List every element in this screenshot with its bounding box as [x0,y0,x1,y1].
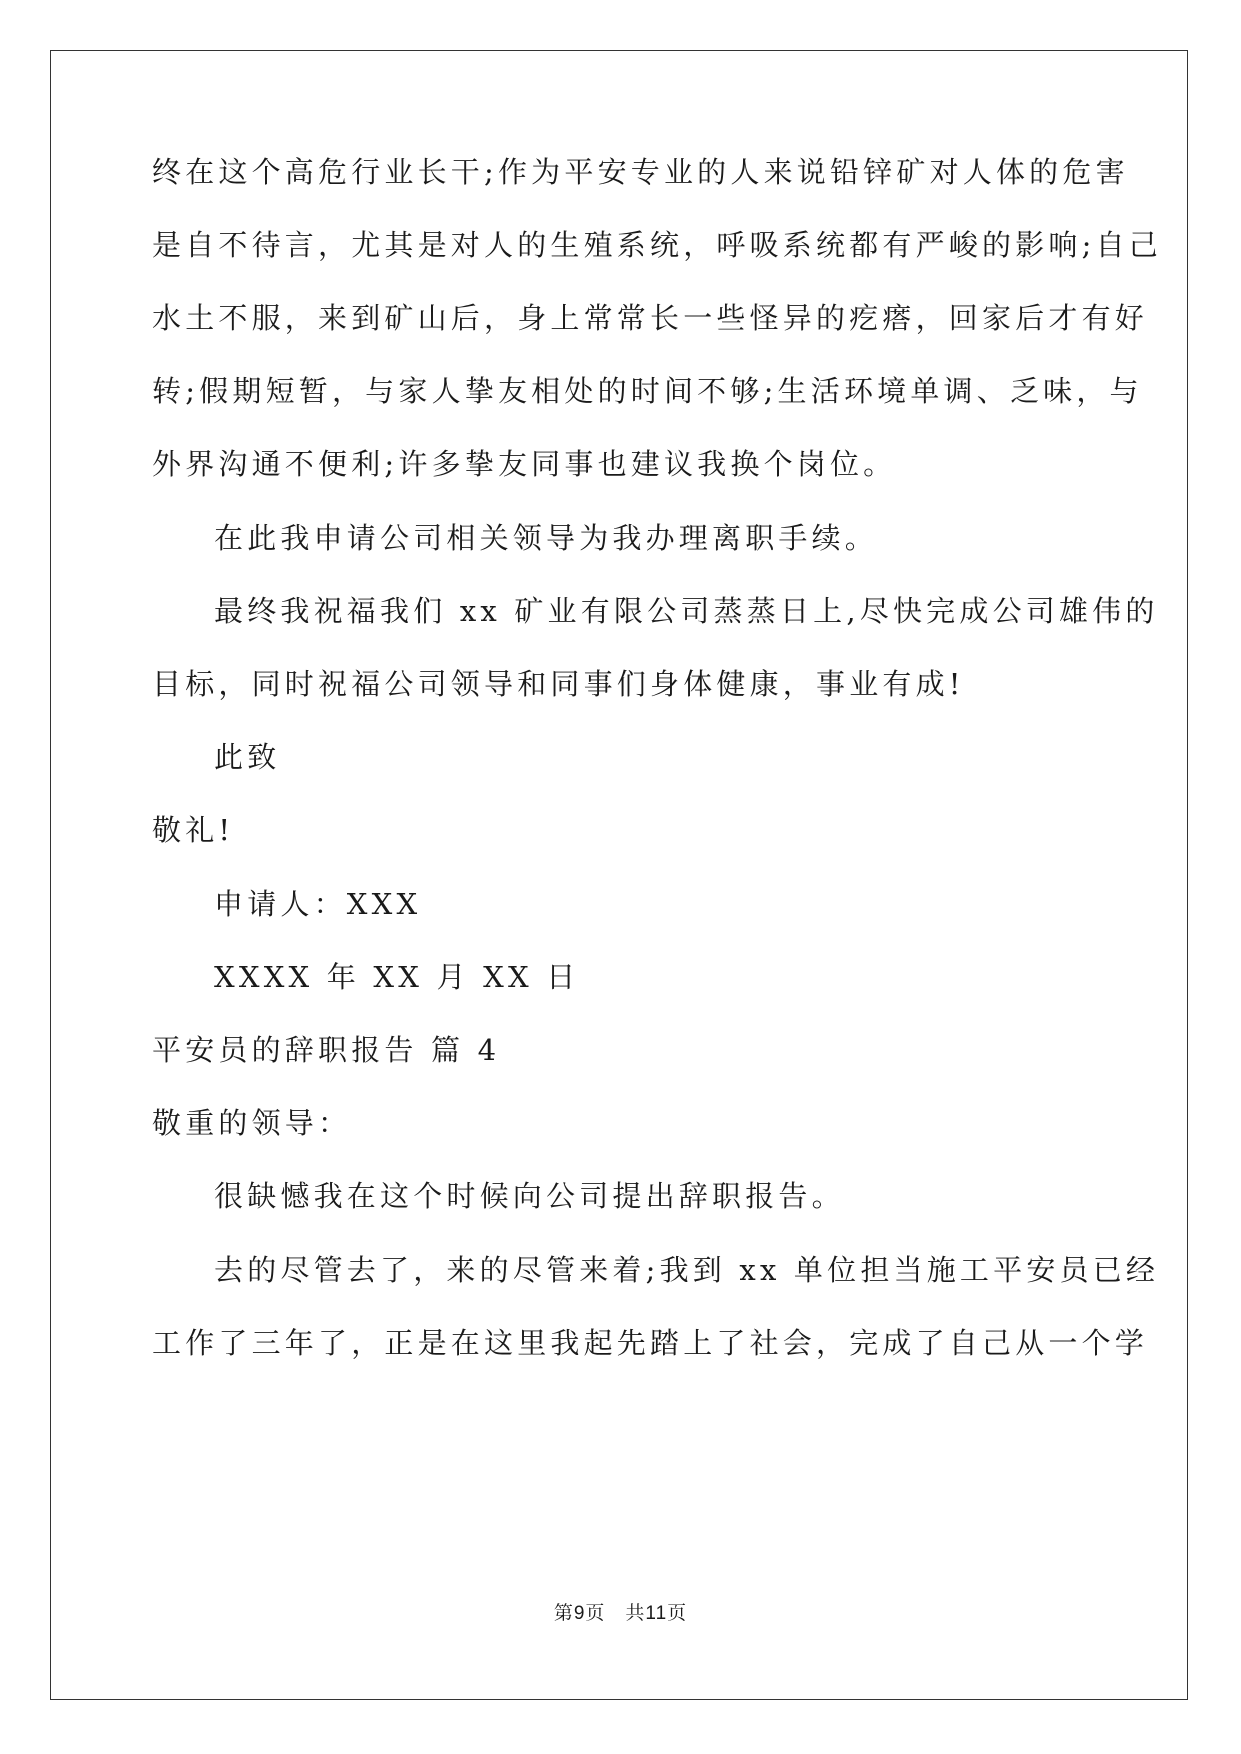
body-paragraph: 很缺憾我在这个时候向公司提出辞职报告。 [214,1179,845,1213]
closing-regards: 敬礼! [152,813,235,847]
body-line: 目标，同时祝福公司领导和同事们身体健康，事业有成! [152,667,965,701]
body-line: 外界沟通不便利;许多挚友同事也建议我换个岗位。 [152,447,897,481]
section-heading: 平安员的辞职报告 篇 4 [152,1033,501,1067]
body-line: 终在这个高危行业长干;作为平安专业的人来说铅锌矿对人体的危害 [152,155,1129,189]
body-paragraph: 在此我申请公司相关领导为我办理离职手续。 [214,521,879,555]
current-page-number: 9 [573,1603,586,1624]
closing-salutation: 此致 [214,740,281,774]
page-mid-text: 页 共 [585,1602,646,1624]
greeting: 敬重的领导： [152,1106,352,1140]
signature-date: XXXX 年 XX 月 XX 日 [214,960,580,994]
body-line: 转;假期短暂，与家人挚友相处的时间不够;生活环境单调、乏味，与 [152,374,1143,408]
body-line: 水土不服，来到矿山后，身上常常长一些怪异的疙瘩，回家后才有好 [152,301,1149,335]
page-number-footer [0,1598,1241,1625]
page-suffix: 页 [667,1602,688,1624]
body-paragraph: 最终我祝福我们 xx 矿业有限公司蒸蒸日上,尽快完成公司雄伟的 [214,594,1159,628]
total-pages-number: 11 [645,1603,668,1624]
body-line: 工作了三年了，正是在这里我起先踏上了社会，完成了自己从一个学 [152,1326,1149,1360]
body-line: 是自不待言，尤其是对人的生殖系统，呼吸系统都有严峻的影响;自己 [152,228,1162,262]
body-paragraph: 去的尽管去了，来的尽管来着;我到 xx 单位担当施工平安员已经 [214,1253,1160,1287]
applicant-name: 申请人：XXX [214,887,422,921]
page-prefix: 第 [553,1602,574,1624]
